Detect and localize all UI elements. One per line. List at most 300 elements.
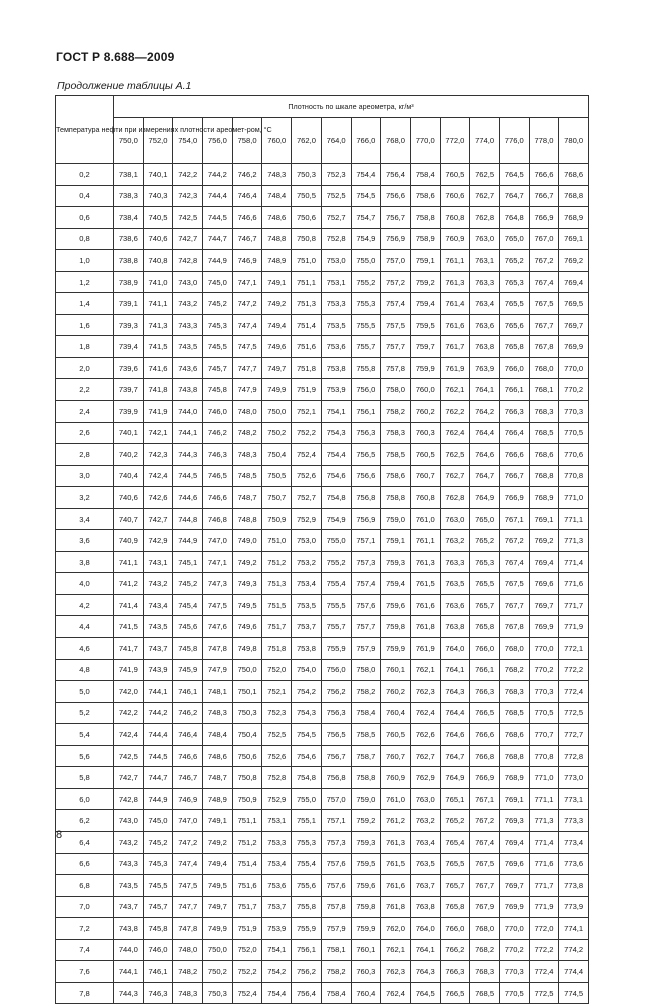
density-value-cell: 742,8 xyxy=(173,250,203,272)
density-value-cell: 770,3 xyxy=(529,681,559,703)
density-value-cell: 766,5 xyxy=(440,982,470,1004)
density-value-cell: 740,7 xyxy=(114,508,144,530)
density-value-cell: 769,2 xyxy=(529,530,559,552)
density-value-cell: 744,9 xyxy=(173,530,203,552)
density-value-cell: 738,3 xyxy=(114,185,144,207)
density-value-cell: 745,1 xyxy=(173,551,203,573)
density-value-cell: 753,5 xyxy=(321,314,351,336)
density-value-cell: 740,3 xyxy=(143,185,173,207)
density-value-cell: 760,5 xyxy=(410,444,440,466)
density-value-cell: 759,2 xyxy=(351,810,381,832)
density-value-cell: 747,1 xyxy=(232,271,262,293)
density-value-cell: 767,9 xyxy=(470,896,500,918)
density-value-cell: 741,9 xyxy=(143,401,173,423)
density-value-cell: 753,0 xyxy=(292,530,322,552)
density-value-cell: 769,4 xyxy=(499,831,529,853)
density-value-cell: 754,6 xyxy=(292,745,322,767)
density-value-cell: 768,8 xyxy=(529,465,559,487)
density-value-cell: 760,9 xyxy=(381,767,411,789)
density-value-cell: 764,9 xyxy=(470,487,500,509)
density-value-cell: 766,3 xyxy=(499,401,529,423)
density-value-cell: 751,1 xyxy=(292,271,322,293)
density-value-cell: 761,7 xyxy=(440,336,470,358)
density-value-cell: 760,7 xyxy=(381,745,411,767)
density-value-cell: 761,6 xyxy=(410,594,440,616)
density-value-cell: 769,9 xyxy=(559,336,589,358)
density-value-cell: 768,9 xyxy=(559,207,589,229)
density-value-cell: 763,5 xyxy=(410,853,440,875)
density-value-cell: 767,8 xyxy=(499,616,529,638)
density-value-cell: 771,7 xyxy=(559,594,589,616)
density-column-header: 770,0 xyxy=(410,118,440,164)
density-value-cell: 740,4 xyxy=(114,465,144,487)
density-value-cell: 771,4 xyxy=(559,551,589,573)
density-value-cell: 753,2 xyxy=(292,551,322,573)
density-value-cell: 749,1 xyxy=(203,810,233,832)
density-value-cell: 754,4 xyxy=(262,982,292,1004)
density-value-cell: 759,0 xyxy=(351,788,381,810)
density-value-cell: 760,2 xyxy=(410,401,440,423)
density-value-cell: 759,4 xyxy=(410,293,440,315)
density-value-cell: 748,9 xyxy=(262,250,292,272)
density-value-cell: 747,4 xyxy=(232,314,262,336)
density-value-cell: 759,8 xyxy=(351,896,381,918)
density-value-cell: 745,2 xyxy=(203,293,233,315)
table-row xyxy=(56,207,589,229)
density-value-cell: 759,3 xyxy=(381,551,411,573)
density-value-cell: 772,2 xyxy=(559,659,589,681)
temperature-cell: 4,2 xyxy=(56,594,114,616)
density-value-cell: 761,0 xyxy=(410,508,440,530)
density-value-cell: 762,7 xyxy=(410,745,440,767)
density-column-header: 768,0 xyxy=(381,118,411,164)
density-value-cell: 753,9 xyxy=(262,918,292,940)
density-value-cell: 755,3 xyxy=(292,831,322,853)
density-value-cell: 763,2 xyxy=(440,530,470,552)
density-value-cell: 769,6 xyxy=(499,853,529,875)
density-value-cell: 765,5 xyxy=(499,293,529,315)
density-value-cell: 764,1 xyxy=(440,659,470,681)
table-row xyxy=(56,616,589,638)
density-value-cell: 757,0 xyxy=(321,788,351,810)
density-value-cell: 761,1 xyxy=(410,530,440,552)
density-value-cell: 771,6 xyxy=(559,573,589,595)
density-value-cell: 739,6 xyxy=(114,357,144,379)
density-value-cell: 764,4 xyxy=(470,422,500,444)
density-value-cell: 753,1 xyxy=(262,810,292,832)
density-value-cell: 744,5 xyxy=(203,207,233,229)
density-value-cell: 757,3 xyxy=(351,551,381,573)
density-value-cell: 750,0 xyxy=(232,659,262,681)
density-value-cell: 754,6 xyxy=(321,465,351,487)
density-value-cell: 750,3 xyxy=(232,702,262,724)
density-value-cell: 750,2 xyxy=(262,422,292,444)
density-value-cell: 766,7 xyxy=(529,185,559,207)
density-value-cell: 747,1 xyxy=(203,551,233,573)
density-value-cell: 763,2 xyxy=(410,810,440,832)
density-value-cell: 770,0 xyxy=(529,638,559,660)
density-value-cell: 746,5 xyxy=(203,465,233,487)
density-value-cell: 757,4 xyxy=(381,293,411,315)
table-row xyxy=(56,465,589,487)
density-value-cell: 756,1 xyxy=(292,939,322,961)
density-value-cell: 759,5 xyxy=(351,853,381,875)
density-value-cell: 750,4 xyxy=(262,444,292,466)
density-value-cell: 743,2 xyxy=(143,573,173,595)
density-value-cell: 772,4 xyxy=(559,681,589,703)
density-value-cell: 741,4 xyxy=(114,594,144,616)
density-value-cell: 764,0 xyxy=(440,638,470,660)
density-value-cell: 745,7 xyxy=(203,357,233,379)
density-value-cell: 758,5 xyxy=(381,444,411,466)
density-value-cell: 755,1 xyxy=(292,810,322,832)
density-value-cell: 758,6 xyxy=(381,465,411,487)
table-row xyxy=(56,228,589,250)
density-value-cell: 746,8 xyxy=(203,508,233,530)
density-value-cell: 769,9 xyxy=(529,616,559,638)
density-value-cell: 770,6 xyxy=(559,444,589,466)
density-value-cell: 752,7 xyxy=(321,207,351,229)
density-value-cell: 766,9 xyxy=(499,487,529,509)
density-value-cell: 749,5 xyxy=(203,875,233,897)
density-value-cell: 773,6 xyxy=(559,853,589,875)
temperature-cell: 7,6 xyxy=(56,961,114,983)
density-value-cell: 749,6 xyxy=(262,336,292,358)
density-value-cell: 738,6 xyxy=(114,228,144,250)
temperature-cell: 1,8 xyxy=(56,336,114,358)
density-value-cell: 748,3 xyxy=(262,164,292,186)
density-value-cell: 748,0 xyxy=(173,939,203,961)
density-value-cell: 769,1 xyxy=(559,228,589,250)
density-value-cell: 772,4 xyxy=(529,961,559,983)
density-value-cell: 746,7 xyxy=(173,767,203,789)
density-value-cell: 756,8 xyxy=(321,767,351,789)
temperature-cell: 4,0 xyxy=(56,573,114,595)
density-value-cell: 749,9 xyxy=(203,918,233,940)
density-value-cell: 743,9 xyxy=(143,659,173,681)
density-column-header: 760,0 xyxy=(262,118,292,164)
density-value-cell: 759,1 xyxy=(410,250,440,272)
density-value-cell: 741,0 xyxy=(143,271,173,293)
density-value-cell: 745,3 xyxy=(203,314,233,336)
density-value-cell: 755,0 xyxy=(321,530,351,552)
table-row xyxy=(56,724,589,746)
density-value-cell: 767,5 xyxy=(529,293,559,315)
density-value-cell: 771,1 xyxy=(529,788,559,810)
density-value-cell: 760,8 xyxy=(440,207,470,229)
density-value-cell: 760,3 xyxy=(410,422,440,444)
density-value-cell: 744,5 xyxy=(173,465,203,487)
density-value-cell: 764,7 xyxy=(499,185,529,207)
density-value-cell: 771,1 xyxy=(559,508,589,530)
density-value-cell: 748,0 xyxy=(232,401,262,423)
table-row xyxy=(56,810,589,832)
density-value-cell: 773,0 xyxy=(559,767,589,789)
density-value-cell: 752,5 xyxy=(262,724,292,746)
density-value-cell: 760,3 xyxy=(351,961,381,983)
density-value-cell: 755,0 xyxy=(351,250,381,272)
density-value-cell: 772,5 xyxy=(559,702,589,724)
density-value-cell: 743,5 xyxy=(143,616,173,638)
density-value-cell: 766,9 xyxy=(470,767,500,789)
density-value-cell: 763,9 xyxy=(470,357,500,379)
density-value-cell: 767,7 xyxy=(470,875,500,897)
density-value-cell: 753,0 xyxy=(321,250,351,272)
table-head xyxy=(56,96,589,164)
density-value-cell: 762,1 xyxy=(410,659,440,681)
table-row xyxy=(56,487,589,509)
table-row xyxy=(56,185,589,207)
table-row xyxy=(56,939,589,961)
density-value-cell: 756,9 xyxy=(381,228,411,250)
density-value-cell: 766,3 xyxy=(440,961,470,983)
density-value-cell: 770,3 xyxy=(499,961,529,983)
density-value-cell: 751,9 xyxy=(292,379,322,401)
density-value-cell: 753,8 xyxy=(292,638,322,660)
density-value-cell: 740,6 xyxy=(114,487,144,509)
density-value-cell: 757,6 xyxy=(321,853,351,875)
density-value-cell: 760,1 xyxy=(381,659,411,681)
density-value-cell: 748,8 xyxy=(262,228,292,250)
density-value-cell: 742,0 xyxy=(114,681,144,703)
density-value-cell: 769,4 xyxy=(529,551,559,573)
density-value-cell: 765,0 xyxy=(499,228,529,250)
density-value-cell: 763,1 xyxy=(470,250,500,272)
density-value-cell: 761,8 xyxy=(381,896,411,918)
density-column-header: 780,0 xyxy=(559,118,589,164)
density-value-cell: 774,1 xyxy=(559,918,589,940)
density-value-cell: 752,7 xyxy=(292,487,322,509)
density-value-cell: 766,6 xyxy=(470,724,500,746)
density-value-cell: 743,3 xyxy=(114,853,144,875)
density-value-cell: 767,2 xyxy=(470,810,500,832)
density-value-cell: 744,3 xyxy=(173,444,203,466)
density-value-cell: 746,1 xyxy=(173,681,203,703)
density-value-cell: 752,6 xyxy=(292,465,322,487)
table-row xyxy=(56,293,589,315)
table-row xyxy=(56,982,589,1004)
density-value-cell: 751,8 xyxy=(292,357,322,379)
density-value-cell: 745,5 xyxy=(143,875,173,897)
density-value-cell: 754,0 xyxy=(292,659,322,681)
density-value-cell: 746,7 xyxy=(232,228,262,250)
density-value-cell: 762,5 xyxy=(470,164,500,186)
density-value-cell: 761,3 xyxy=(381,831,411,853)
density-value-cell: 761,6 xyxy=(381,875,411,897)
density-value-cell: 741,1 xyxy=(114,551,144,573)
density-value-cell: 755,3 xyxy=(351,293,381,315)
density-value-cell: 757,0 xyxy=(381,250,411,272)
density-value-cell: 767,4 xyxy=(499,551,529,573)
density-value-cell: 769,2 xyxy=(559,250,589,272)
density-column-header: 750,0 xyxy=(114,118,144,164)
density-value-cell: 753,7 xyxy=(262,896,292,918)
density-value-cell: 761,4 xyxy=(440,293,470,315)
density-value-cell: 765,2 xyxy=(470,530,500,552)
density-value-cell: 756,1 xyxy=(351,401,381,423)
density-value-cell: 761,5 xyxy=(381,853,411,875)
density-value-cell: 750,4 xyxy=(232,724,262,746)
density-value-cell: 765,2 xyxy=(499,250,529,272)
density-value-cell: 758,0 xyxy=(381,379,411,401)
density-value-cell: 751,7 xyxy=(262,616,292,638)
density-value-cell: 745,4 xyxy=(173,594,203,616)
density-value-cell: 742,3 xyxy=(173,185,203,207)
density-value-cell: 751,9 xyxy=(232,918,262,940)
density-value-cell: 767,4 xyxy=(470,831,500,853)
table-row xyxy=(56,357,589,379)
density-value-cell: 760,1 xyxy=(351,939,381,961)
density-value-cell: 772,7 xyxy=(559,724,589,746)
density-value-cell: 751,3 xyxy=(292,293,322,315)
density-value-cell: 742,4 xyxy=(114,724,144,746)
density-value-cell: 761,3 xyxy=(410,551,440,573)
density-value-cell: 768,3 xyxy=(470,961,500,983)
density-value-cell: 768,0 xyxy=(470,918,500,940)
density-value-cell: 750,2 xyxy=(203,961,233,983)
table-row xyxy=(56,702,589,724)
density-value-cell: 746,2 xyxy=(232,164,262,186)
density-value-cell: 774,2 xyxy=(559,939,589,961)
density-value-cell: 754,8 xyxy=(292,767,322,789)
density-value-cell: 748,3 xyxy=(173,982,203,1004)
density-value-cell: 747,4 xyxy=(173,853,203,875)
density-value-cell: 770,5 xyxy=(499,982,529,1004)
density-value-cell: 755,4 xyxy=(292,853,322,875)
density-value-cell: 750,3 xyxy=(203,982,233,1004)
density-value-cell: 768,8 xyxy=(499,745,529,767)
density-value-cell: 773,4 xyxy=(559,831,589,853)
density-value-cell: 767,1 xyxy=(470,788,500,810)
density-value-cell: 765,0 xyxy=(470,508,500,530)
density-value-cell: 771,9 xyxy=(529,896,559,918)
density-value-cell: 750,5 xyxy=(292,185,322,207)
density-value-cell: 765,2 xyxy=(440,810,470,832)
density-value-cell: 763,6 xyxy=(470,314,500,336)
density-value-cell: 763,8 xyxy=(410,896,440,918)
density-value-cell: 748,4 xyxy=(262,185,292,207)
density-value-cell: 759,2 xyxy=(410,271,440,293)
density-value-cell: 764,7 xyxy=(440,745,470,767)
density-value-cell: 748,2 xyxy=(173,961,203,983)
temperature-cell: 6,2 xyxy=(56,810,114,832)
density-value-cell: 757,8 xyxy=(381,357,411,379)
table-body xyxy=(56,164,589,1004)
density-value-cell: 754,1 xyxy=(321,401,351,423)
density-value-cell: 751,8 xyxy=(262,638,292,660)
density-value-cell: 744,5 xyxy=(143,745,173,767)
density-value-cell: 765,6 xyxy=(499,314,529,336)
density-value-cell: 754,2 xyxy=(292,681,322,703)
density-value-cell: 740,5 xyxy=(143,207,173,229)
density-value-cell: 742,2 xyxy=(173,164,203,186)
density-value-cell: 769,7 xyxy=(559,314,589,336)
density-value-cell: 744,2 xyxy=(203,164,233,186)
density-value-cell: 753,9 xyxy=(321,379,351,401)
density-value-cell: 767,1 xyxy=(499,508,529,530)
density-value-cell: 764,5 xyxy=(499,164,529,186)
density-value-cell: 753,6 xyxy=(321,336,351,358)
density-value-cell: 769,1 xyxy=(529,508,559,530)
density-value-cell: 743,6 xyxy=(173,357,203,379)
density-value-cell: 771,4 xyxy=(529,831,559,853)
density-value-cell: 768,8 xyxy=(559,185,589,207)
density-value-cell: 738,4 xyxy=(114,207,144,229)
density-value-cell: 759,5 xyxy=(410,314,440,336)
density-value-cell: 758,8 xyxy=(410,207,440,229)
density-value-cell: 764,5 xyxy=(410,982,440,1004)
density-value-cell: 759,0 xyxy=(381,508,411,530)
table-row xyxy=(56,422,589,444)
density-value-cell: 764,4 xyxy=(440,702,470,724)
density-value-cell: 765,8 xyxy=(440,896,470,918)
density-value-cell: 772,1 xyxy=(559,638,589,660)
density-value-cell: 757,6 xyxy=(321,875,351,897)
density-value-cell: 754,2 xyxy=(262,961,292,983)
temperature-cell: 1,0 xyxy=(56,250,114,272)
density-value-cell: 752,0 xyxy=(232,939,262,961)
density-column-header: 758,0 xyxy=(232,118,262,164)
density-value-cell: 758,4 xyxy=(351,702,381,724)
density-value-cell: 759,8 xyxy=(381,616,411,638)
density-value-cell: 747,5 xyxy=(232,336,262,358)
table-caption: Продолжение таблицы А.1 xyxy=(57,80,192,92)
density-value-cell: 739,3 xyxy=(114,314,144,336)
table-row xyxy=(56,444,589,466)
density-value-cell: 749,3 xyxy=(232,573,262,595)
density-value-cell: 770,5 xyxy=(559,422,589,444)
density-value-cell: 754,3 xyxy=(292,702,322,724)
density-value-cell: 757,6 xyxy=(351,594,381,616)
density-value-cell: 756,7 xyxy=(321,745,351,767)
density-value-cell: 756,5 xyxy=(321,724,351,746)
density-value-cell: 758,7 xyxy=(351,745,381,767)
density-value-cell: 755,9 xyxy=(321,638,351,660)
density-value-cell: 750,6 xyxy=(232,745,262,767)
density-value-cell: 771,3 xyxy=(559,530,589,552)
density-column-header: 756,0 xyxy=(203,118,233,164)
density-value-cell: 746,9 xyxy=(232,250,262,272)
density-value-cell: 756,3 xyxy=(321,702,351,724)
density-value-cell: 766,4 xyxy=(499,422,529,444)
density-value-cell: 742,1 xyxy=(143,422,173,444)
density-value-cell: 757,4 xyxy=(351,573,381,595)
density-value-cell: 770,5 xyxy=(529,702,559,724)
density-value-cell: 749,6 xyxy=(232,616,262,638)
density-value-cell: 766,0 xyxy=(499,357,529,379)
temperature-cell: 3,0 xyxy=(56,465,114,487)
density-value-cell: 744,7 xyxy=(203,228,233,250)
temperature-cell: 7,0 xyxy=(56,896,114,918)
density-value-cell: 762,8 xyxy=(470,207,500,229)
density-value-cell: 741,2 xyxy=(114,573,144,595)
density-value-cell: 755,5 xyxy=(321,594,351,616)
density-value-cell: 747,7 xyxy=(232,357,262,379)
density-value-cell: 738,1 xyxy=(114,164,144,186)
density-value-cell: 751,6 xyxy=(292,336,322,358)
density-value-cell: 758,2 xyxy=(321,961,351,983)
density-value-cell: 767,5 xyxy=(499,573,529,595)
density-value-cell: 746,0 xyxy=(143,939,173,961)
density-value-cell: 757,5 xyxy=(381,314,411,336)
density-value-cell: 749,4 xyxy=(262,314,292,336)
density-value-cell: 767,7 xyxy=(499,594,529,616)
density-value-cell: 753,3 xyxy=(321,293,351,315)
temperature-cell: 1,2 xyxy=(56,271,114,293)
table-row xyxy=(56,336,589,358)
density-value-cell: 756,0 xyxy=(321,659,351,681)
table-row xyxy=(56,767,589,789)
